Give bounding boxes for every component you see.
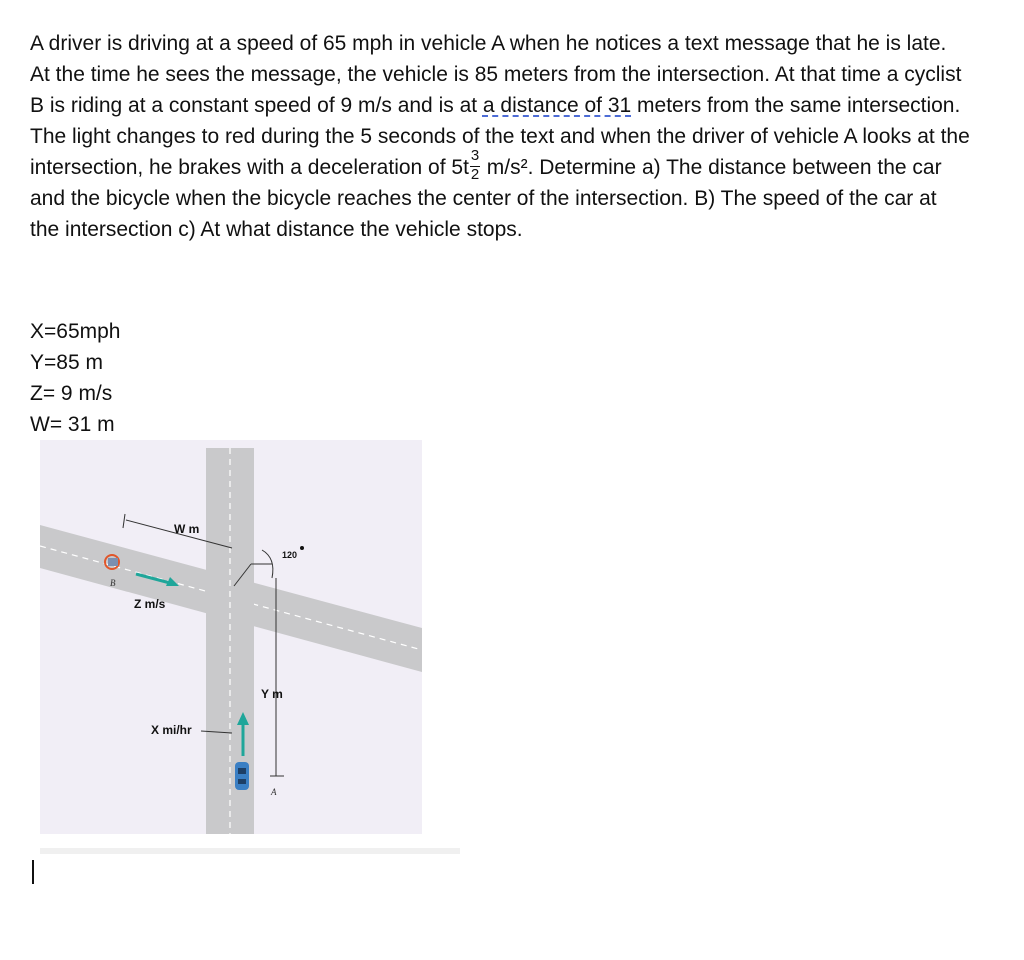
a-label: A [271, 787, 277, 797]
problem-paragraph [30, 28, 970, 245]
variable-w: W= 31 m [30, 413, 115, 436]
problem-text-c: m/s². Determine a) The distance between the car and the bicycle when the bicycle reaches the center of the intersection. B) The speed of the car at the intersection c) At what distance the vehicle stops. [30, 156, 942, 241]
angle-label: 120 [282, 550, 298, 560]
w-label: W m [174, 522, 200, 536]
problem-text-b: meters from the same intersection. The light changes to red during the 5 seconds of the text and when the driver of vehicle A looks at the intersection, he brakes with a deceleration of 5t [30, 94, 970, 179]
text-cursor [32, 860, 34, 884]
degree-symbol [300, 546, 304, 550]
exponent-numerator: 3 [470, 147, 480, 164]
x-label: X mi/hr [151, 723, 192, 737]
intersection-diagram [40, 440, 422, 834]
variable-y: Y=85 m [30, 351, 103, 374]
car-icon [235, 762, 249, 790]
problem-text-a: A driver is driving at a speed of 65 mph in vehicle A when he notices a text message that he is late. At the time he sees the message, the vehicle is 85 meters from the intersection. At that time a cyclist B is riding at a constant speed of 9 m/s and is at [30, 32, 962, 117]
z-label: Z m/s [134, 597, 166, 611]
exponent-denominator: 2 [470, 166, 480, 183]
figure-bottom-strip [40, 848, 460, 854]
variable-x: X=65mph [30, 320, 121, 343]
y-label: Y m [261, 687, 283, 701]
variable-z: Z= 9 m/s [30, 382, 113, 405]
problem-statement [30, 28, 970, 245]
variable-list [30, 316, 120, 440]
b-label: B [110, 578, 116, 588]
spellcheck-underlined-text: a distance of 31 [482, 94, 632, 117]
fraction-exponent [469, 147, 481, 183]
